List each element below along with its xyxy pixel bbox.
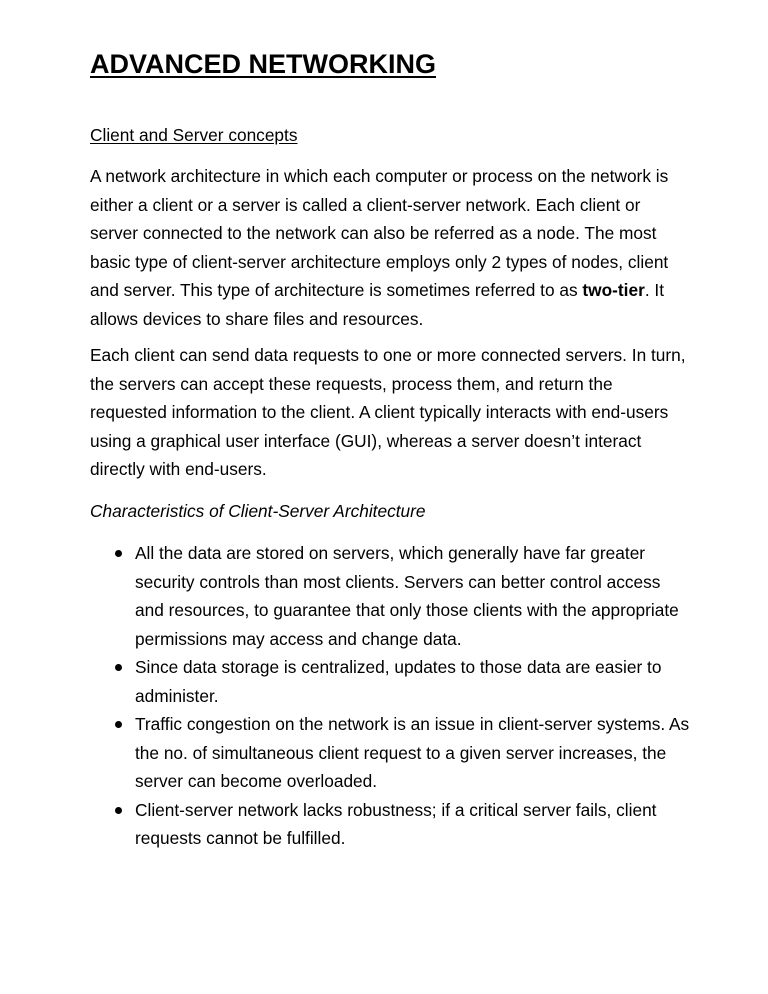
bullet-icon xyxy=(115,721,122,728)
list-item-text: Traffic congestion on the network is an issue in client-server systems. As the no. of simultaneous client request to a given server increases, the server can become overloaded. xyxy=(135,714,690,791)
bullet-icon xyxy=(115,550,122,557)
intro-text-end: . It allows devices to share files and resources. xyxy=(90,280,665,329)
list-item xyxy=(90,796,690,853)
two-tier-term: two-tier xyxy=(582,280,645,300)
list-item xyxy=(90,653,690,710)
requests-paragraph: Each client can send data requests to one or more connected servers. In turn, the servers can accept these requests, process them, and return the requested information to the client. A client typically interacts with end-users using a graphical user interface (GUI), whereas a server doesn’t interact directly with end-users. xyxy=(90,345,686,479)
characteristics-heading: Characteristics of Client-Server Architecture xyxy=(90,501,426,521)
list-item-text: Client-server network lacks robustness; if a critical server fails, client requests cannot be fulfilled. xyxy=(135,799,657,848)
bullet-icon xyxy=(115,664,122,671)
document-title: ADVANCED NETWORKING xyxy=(90,49,436,79)
intro-paragraph xyxy=(90,162,690,333)
intro-text-start: A network architecture in which each computer or process on the network is either a client or a server is called a client-server network. Each client or server connected to the network can also be referred as a node. The most basic type of client-server architecture employs only 2 types of nodes, client and server. This type of architecture is sometimes referred to as xyxy=(90,166,669,300)
list-item-text: Since data storage is centralized, updates to those data are easier to administer. xyxy=(135,657,662,706)
client-server-concepts-heading: Client and Server concepts xyxy=(90,125,298,145)
list-item xyxy=(90,539,690,653)
list-item-text: All the data are stored on servers, which generally have far greater security controls than most clients. Servers can better control access and resources, to guarantee that only those clients with the appropriate permissions may access and change data. xyxy=(135,543,679,649)
characteristics-list xyxy=(90,539,690,853)
list-item xyxy=(90,710,690,796)
bullet-icon xyxy=(115,807,122,814)
